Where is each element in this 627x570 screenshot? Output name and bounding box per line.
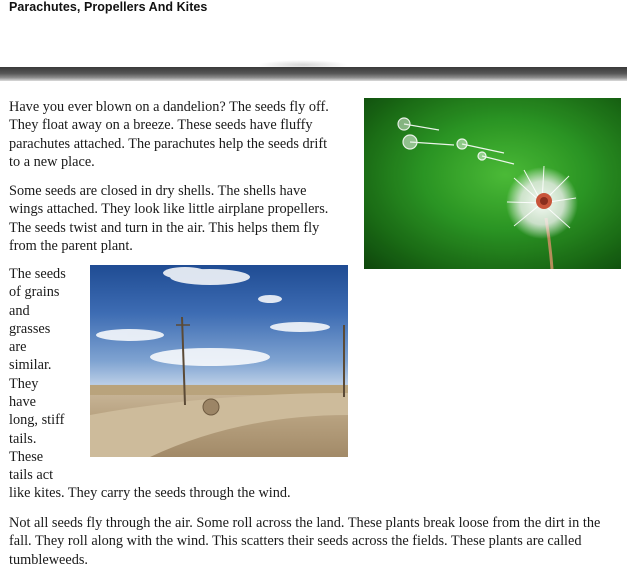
paragraph-kites-line: long, stiff	[9, 412, 65, 429]
paragraph-kites-line: and	[9, 302, 30, 319]
page-title: Parachutes, Propellers And Kites	[9, 0, 208, 14]
tumbleweed-photo	[90, 265, 348, 457]
paragraph-propellers: Some seeds are closed in dry shells. The shells have wings attached. They look like little airplane propellers. The seeds twist and turn in the air. This helps them fly from the parent plant.	[9, 183, 329, 254]
paragraph-kites-line: tails act	[9, 467, 54, 484]
paragraph-kites-line: are	[9, 339, 27, 356]
paragraph-kites-line: tails.	[9, 430, 37, 447]
paragraph-kites-line: The seeds	[9, 266, 66, 282]
dandelion-illustration	[364, 98, 621, 269]
tumbleweed-illustration	[90, 265, 348, 457]
header-divider-band	[0, 67, 627, 81]
paragraph-kites-line: have	[9, 394, 36, 411]
dandelion-photo	[364, 98, 621, 269]
paragraph-tumbleweeds: Not all seeds fly through the air. Some roll across the land. These plants break loose from the dirt in the fall. They roll along with the wind. This scatters their seeds across the fields. These plants are called tumbleweeds.	[9, 515, 601, 568]
paragraph-kites-line: These	[9, 448, 44, 465]
paragraph-kites-narrow	[9, 265, 81, 485]
paragraph-kites-line: They	[9, 375, 39, 392]
paragraph-kites-line: grasses	[9, 320, 51, 337]
paragraph-dandelion: Have you ever blown on a dandelion? The seeds fly off. They float away on a breeze. These seeds have fluffy parachutes attached. The parachutes help the seeds drift to a new place.	[9, 99, 329, 170]
paragraph-kites-tail: like kites. They carry the seeds through the wind.	[9, 485, 291, 501]
paragraph-kites-line: similar.	[9, 357, 52, 374]
paragraph-kites-line: of grains	[9, 284, 60, 301]
